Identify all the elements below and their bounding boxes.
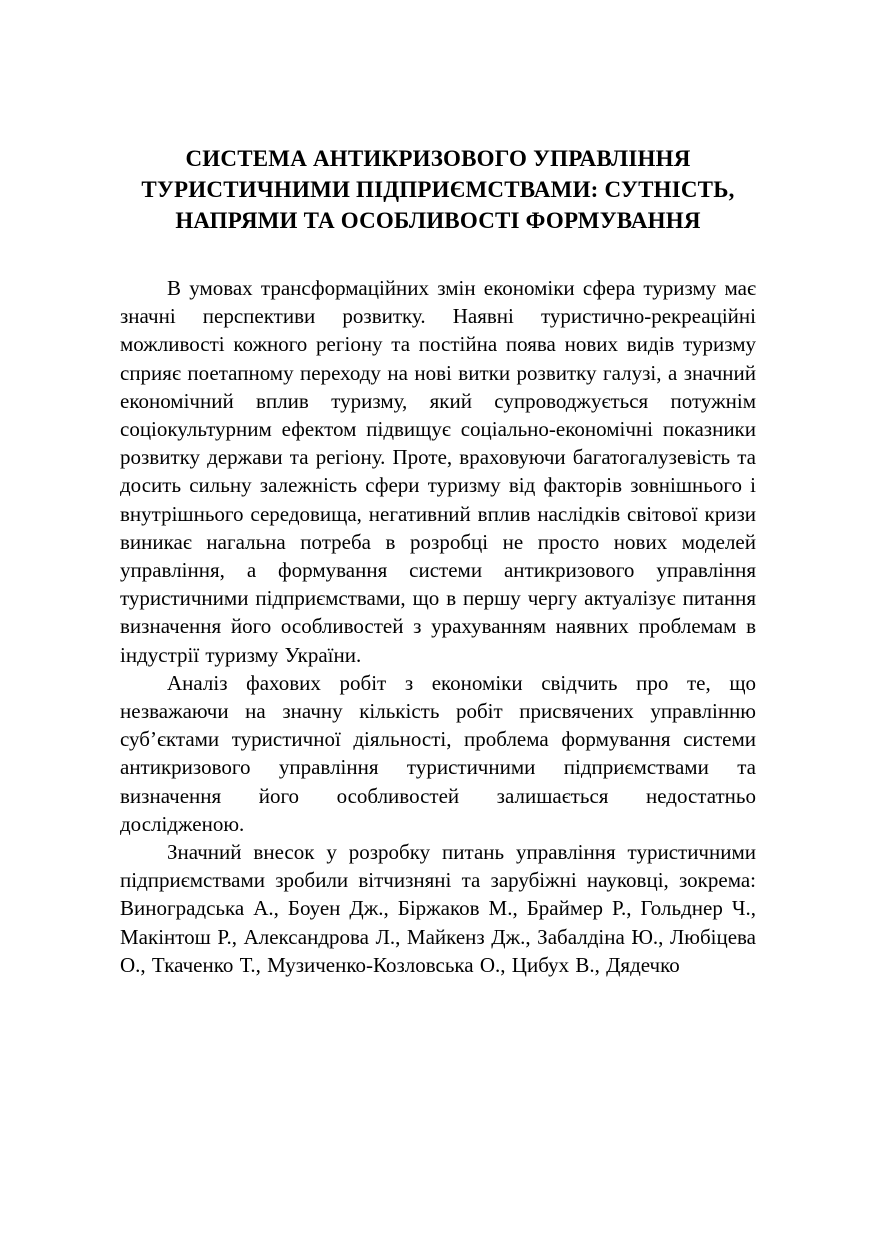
paragraph-3: Значний внесок у розробку питань управління туристичними підприємствами зробили вітчизняні та зарубіжні науковці, зокрема: Виноградська А., Боуен Дж., Біржаков М., Браймер Р., Гольднер Ч., Макінтош Р., Александрова Л., Майкенз Дж., Забалдіна Ю., Любіцева О., Ткаченко Т., Музиченко-Козловська О., Цибух В., Дядечко (120, 840, 756, 977)
document-body (120, 274, 756, 979)
paragraph-2: Аналіз фахових робіт з економіки свідчить про те, що незважаючи на значну кількість робіт присвячених управлінню суб’єктами туристичної діяльності, проблема формування системи антикризового управління туристичними підприємствами та визначення його особливостей залишається недостатньо дослідженою. (120, 670, 756, 836)
paragraph-1: В умовах трансформаційних змін економіки сфера туризму має значні перспективи розвитку. Наявні туристично-рекреаційні можливості кожного регіону та постійна поява нових видів туризму сприяє поетапному переходу на нові витки розвитку галузі, а значний економічний вплив туризму, який супроводжується потужнім соціокультурним ефектом підвищує соціально-економічні показники розвитку держави та регіону. Проте, враховуючи багатогалузевість та досить сильну залежність сфери туризму від факторів зовнішнього і внутрішнього середовища, негативний вплив наслідків світової кризи виникає нагальна потреба в розробці не просто нових моделей управління, а формування системи антикризового управління туристичними підприємствами, що в першу чергу актуалізує питання визначення його особливостей з урахуванням наявних проблемам в індустрії туризму України. (120, 276, 756, 667)
page-title: СИСТЕМА АНТИКРИЗОВОГО УПРАВЛІННЯ ТУРИСТИЧНИМИ ПІДПРИЄМСТВАМИ: СУТНІСТЬ, НАПРЯМИ ТА ОСОБЛИВОСТІ ФОРМУВАННЯ (141, 146, 735, 233)
